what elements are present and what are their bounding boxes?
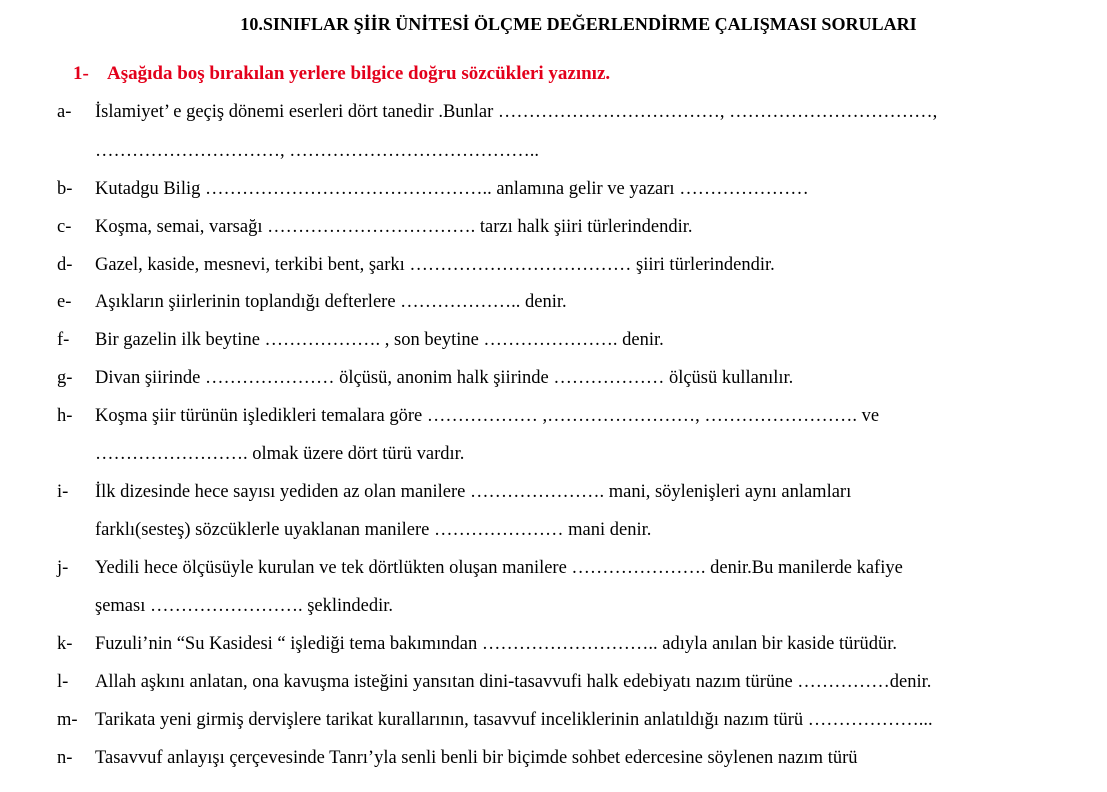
question-letter: g- bbox=[57, 368, 73, 388]
question-letter: h- bbox=[57, 406, 73, 426]
question-letter: a- bbox=[57, 102, 72, 122]
question-text: Bir gazelin ilk beytine ………………. , son beytine …………………. denir. bbox=[95, 330, 664, 350]
question-text: Divan şiirinde ………………… ölçüsü, anonim halk şiirinde ……………… ölçüsü kullanılır. bbox=[95, 368, 794, 388]
question-letter: k- bbox=[57, 634, 73, 654]
section-heading bbox=[73, 61, 610, 87]
question-letter: b- bbox=[57, 179, 73, 199]
question-text: Gazel, kaside, mesnevi, terkibi bent, şarkı ……………………………… şiiri türlerindendir. bbox=[95, 255, 775, 275]
question-a-continuation: …………………………, ………………………………….. bbox=[95, 141, 539, 161]
question-j-continuation: şeması ……………………. şeklindedir. bbox=[95, 596, 394, 616]
question-letter: e- bbox=[57, 292, 72, 312]
question-letter: l- bbox=[57, 672, 69, 692]
question-text: Kutadgu Bilig ……………………………………….. anlamına gelir ve yazarı ………………… bbox=[95, 179, 809, 199]
question-text: Yedili hece ölçüsüyle kurulan ve tek dörtlükten oluşan manilere …………………. denir.Bu manilerde kafiye bbox=[95, 558, 903, 578]
question-text: Fuzuli’nin “Su Kasidesi “ işlediği tema bakımından ……………………….. adıyla anılan bir kaside türüdür. bbox=[95, 634, 898, 654]
question-text: Koşma, semai, varsağı ……………………………. tarzı halk şiiri türlerindendir. bbox=[95, 217, 693, 237]
question-text: Koşma şiir türünün işledikleri temalara göre ……………… ,……………………, ……………………. ve bbox=[95, 406, 880, 426]
question-i-continuation: farklı(sesteş) sözcüklerle uyaklanan manilere ………………… mani denir. bbox=[95, 520, 652, 540]
section-number: 1- bbox=[73, 63, 89, 84]
question-letter: c- bbox=[57, 217, 72, 237]
question-text: Tasavvuf anlayışı çerçevesinde Tanrı’yla senli benli bir biçimde sohbet edercesine söylenen nazım türü bbox=[95, 748, 858, 768]
question-text: İlk dizesinde hece sayısı yediden az olan manilere …………………. mani, söylenişleri aynı anlamları bbox=[95, 482, 852, 502]
question-letter: i- bbox=[57, 482, 69, 502]
question-text: İslamiyet’ e geçiş dönemi eserleri dört tanedir .Bunlar ………………………………, ……………………………, bbox=[95, 102, 938, 122]
question-text: Tarikata yeni girmiş dervişlere tarikat kurallarının, tasavvuf inceliklerinin anlatıldığı nazım türü ………………... bbox=[95, 710, 933, 730]
question-letter: m- bbox=[57, 710, 78, 730]
question-letter: j- bbox=[57, 558, 69, 578]
question-letter: d- bbox=[57, 255, 73, 275]
question-text: Allah aşkını anlatan, ona kavuşma isteğini yansıtan dini-tasavvufi halk edebiyatı nazım türüne ……………denir. bbox=[95, 672, 932, 692]
question-letter: n- bbox=[57, 748, 73, 768]
question-h-continuation: ……………………. olmak üzere dört türü vardır. bbox=[95, 444, 465, 464]
document-title: 10.SINIFLAR ŞİİR ÜNİTESİ ÖLÇME DEĞERLENDİRME ÇALIŞMASI SORULARI bbox=[240, 14, 917, 34]
question-letter: f- bbox=[57, 330, 70, 350]
section-heading-text: Aşağıda boş bırakılan yerlere bilgice doğru sözcükleri yazınız. bbox=[107, 63, 611, 84]
question-text: Aşıkların şiirlerinin toplandığı defterlere ……………….. denir. bbox=[95, 292, 567, 312]
